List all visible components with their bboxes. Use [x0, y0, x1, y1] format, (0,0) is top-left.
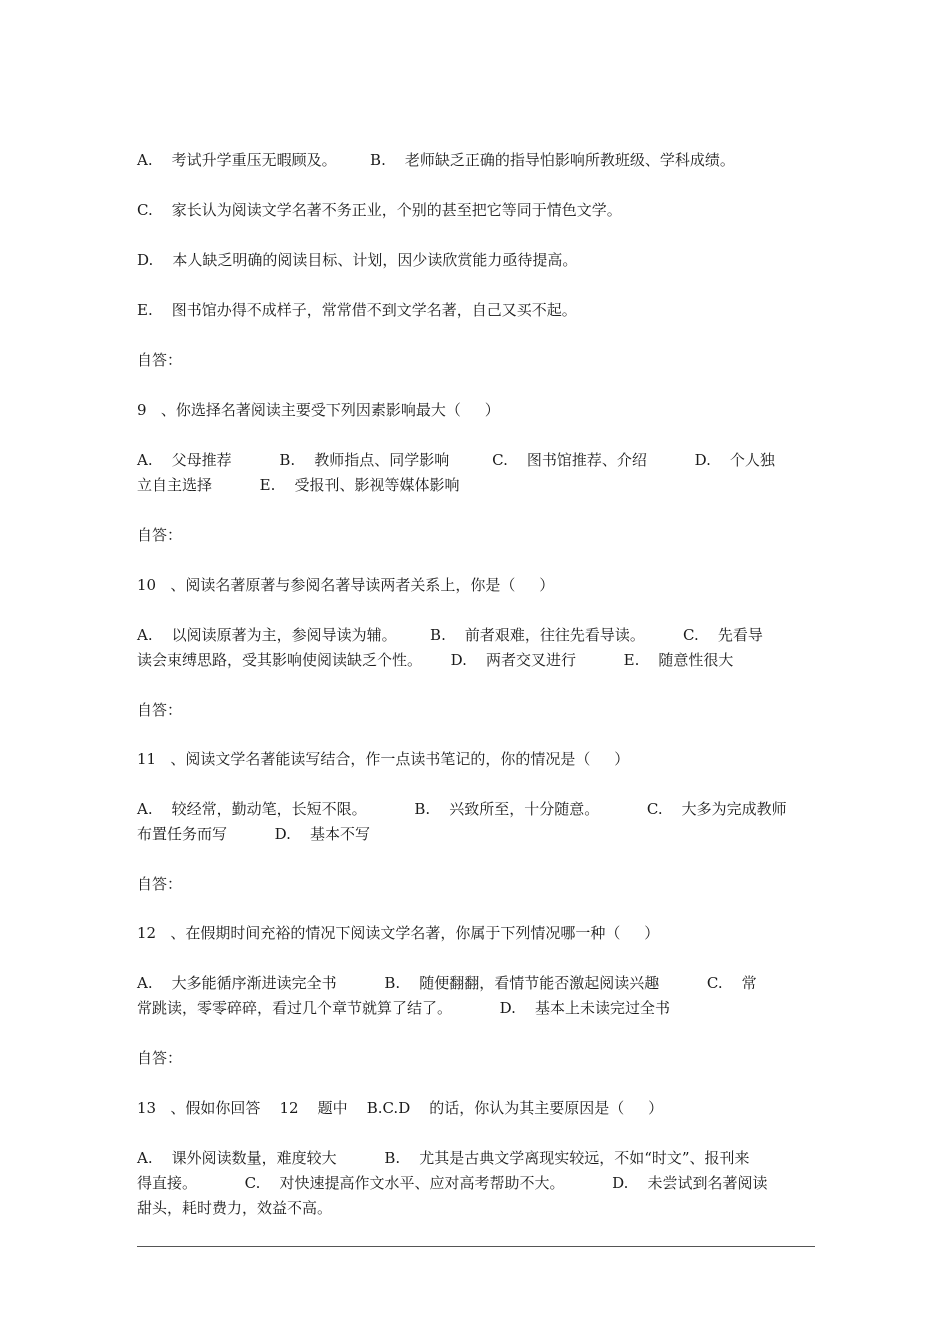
q11-options-line1: A. 较经常，勤动笔，长短不限。 B. 兴致所至，十分随意。 C. 大多为完成教师: [137, 800, 787, 818]
q13-options-line1: A. 课外阅读数量，难度较大 B. 尤其是古典文学离现实较远，不如“时文”、报刊来: [137, 1149, 750, 1167]
q13-options-line2: 得直接。 C. 对快速提高作文水平、应对高考帮助不大。 D. 未尝试到名著阅读: [137, 1174, 768, 1192]
q8-option-c: C. 家长认为阅读文学名著不务正业，个别的甚至把它等同于情色文学。: [137, 201, 622, 219]
q12-question: 12 、在假期时间充裕的情况下阅读文学名著，你属于下列情况哪一种（ ）: [137, 924, 660, 942]
q8-option-e: E. 图书馆办得不成样子，常常借不到文学名著，自己又买不起。: [137, 301, 577, 319]
q10-question: 10 、阅读名著原著与参阅名著导读两者关系上，你是（ ）: [137, 576, 555, 594]
q8-answer-label: 自答：: [137, 351, 183, 369]
q11-question: 11 、阅读文学名著能读写结合，作一点读书笔记的，你的情况是（ ）: [137, 750, 630, 768]
q10-answer-label: 自答：: [137, 701, 183, 719]
q12-options-line2: 常跳读，零零碎碎，看过几个章节就算了结了。 D. 基本上未读完过全书: [137, 999, 671, 1017]
q12-options-line1: A. 大多能循序渐进读完全书 B. 随便翻翻，看情节能否激起阅读兴趣 C. 常: [137, 974, 757, 992]
q9-options-line1: A. 父母推荐 B. 教师指点、同学影响 C. 图书馆推荐、介绍 D. 个人独: [137, 451, 775, 469]
q12-answer-label: 自答：: [137, 1049, 183, 1067]
q11-answer-label: 自答：: [137, 875, 183, 893]
q8-option-ab: A. 考试升学重压无暇顾及。 B. 老师缺乏正确的指导怕影响所教班级、学科成绩。: [137, 151, 735, 169]
q9-options-line2: 立自主选择 E. 受报刊、影视等媒体影响: [137, 476, 460, 494]
q11-options-line2: 布置任务而写 D. 基本不写: [137, 825, 371, 843]
q10-options-line2: 读会束缚思路，受其影响使阅读缺乏个性。 D. 两者交叉进行 E. 随意性很大: [137, 651, 734, 669]
q13-options-line3: 甜头，耗时费力，效益不高。: [137, 1199, 333, 1217]
q10-options-line1: A. 以阅读原著为主，参阅导读为辅。 B. 前者艰难，往往先看导读。 C. 先看导: [137, 626, 763, 644]
q9-answer-label: 自答：: [137, 526, 183, 544]
q13-question: 13 、假如你回答 12 题中 B.C.D 的话，你认为其主要原因是（ ）: [137, 1099, 664, 1117]
q9-question: 9 、你选择名著阅读主要受下列因素影响最大（ ）: [137, 401, 500, 419]
footer-divider: [137, 1246, 815, 1247]
q8-option-d: D. 本人缺乏明确的阅读目标、计划，因少读欣赏能力亟待提高。: [137, 251, 578, 269]
